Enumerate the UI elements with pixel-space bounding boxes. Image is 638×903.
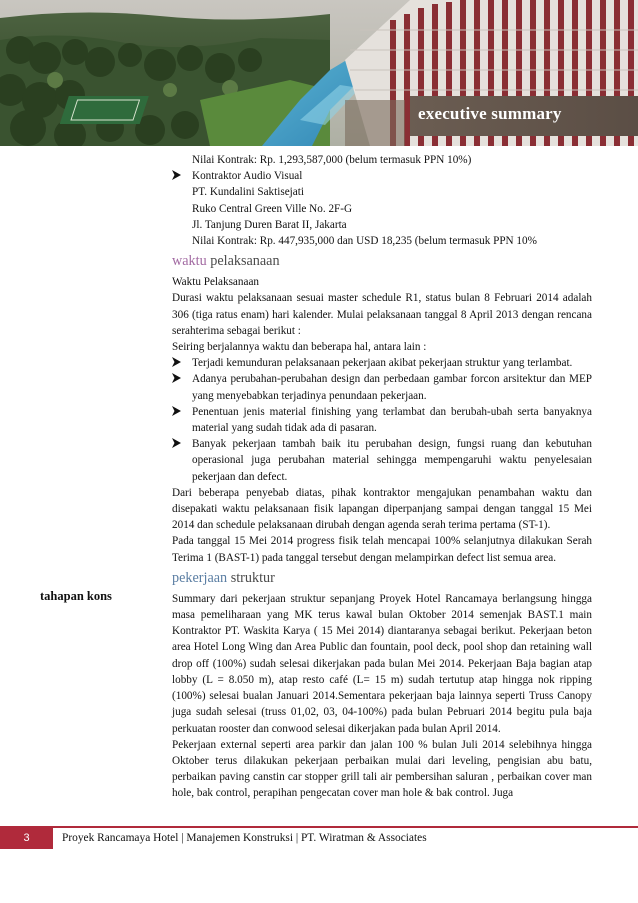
address-line-1: Ruko Central Green Ville No. 2F-G	[192, 202, 353, 215]
waktu-bullet	[172, 404, 592, 436]
waktu-paragraph-1: Durasi waktu pelaksanaan sesuai master schedule R1, status bulan 8 Februari 2014 adalah 306 (tiga ratus enam) hari kalender. Mulai pelaksanaan tanggal 8 April 2013 dengan rencana serahterima sebagai berikut :	[172, 292, 592, 337]
main-content	[172, 152, 592, 802]
footer-text: Proyek Rancamaya Hotel | Manajemen Konstruksi | PT. Wiratman & Associates	[62, 832, 427, 844]
waktu-paragraph-4: Pada tanggal 15 Mei 2014 progress fisik telah mencapai 100% selanjutnya dilakukan Serah Terima 1 (BAST-1) pada tanggal tersebut dengan melampirkan defect list semua area.	[172, 535, 592, 564]
arrow-bullet-icon	[172, 168, 186, 184]
bullet-audio-visual	[172, 168, 592, 184]
nilai-kontrak-1: Nilai Kontrak: Rp. 1,293,587,000 (belum termasuk PPN 10%)	[192, 154, 472, 166]
bullet-text: Penentuan jenis material finishing yang terlambat dan berubah-ubah serta banyaknya material yang sudah tidak ada di pasaran.	[192, 405, 592, 435]
waktu-paragraph-3: Dari beberapa penyebab diatas, pihak kontraktor mengajukan penambahan waktu dan disepakati waktu pelaksanaan fisik lapangan diperpanjang sampai dengan tanggal 15 Mei 2014 dan schedule pelaksanaan dirubah dengan agenda serah terima pertama (ST-1).	[172, 486, 592, 532]
header-title: executive summary	[418, 104, 562, 123]
waktu-bullet	[172, 355, 592, 371]
hotel-aerial-image	[0, 0, 638, 146]
bullet-text: Adanya perubahan-perubahan design dan perbedaan gambar forcon arsitektur dan MEP yang menyebabkan terjadinya penundaan pekerjaan.	[192, 373, 592, 402]
heading-accent-word: pekerjaan	[172, 569, 228, 586]
sidebar-label: tahapan kons	[40, 589, 112, 603]
struktur-paragraph-1: Summary dari pekerjaan struktur sepanjang Proyek Hotel Rancamaya berlangsung hingga masa pemeliharaan yang MK terus kawal bulan Oktober 2014 semenjak BAST.1 main Kontraktor PT. Waskita Karya ( 15 Mei 2014) diantaranya sebagai berikut. Pekerjaan beton area Hotel Long Wing dan Area Public dan fountain, pool deck, pool shop dan retaining wall drop off (100%) sudah selesai dikerjakan pada bulan Mei 2014. Pekerjaan Baja bagian atap lobby (L = 8.050 m), atap resto café (L= 15 m) sudah tertutup atap hingga nok ripping (100%) selesai bualan Januari 2014.Sementara pekerjaan baja lainnya seperti Truss Canopy juga sudah selesai (truss 01,02, 03, 04-100%) pada bulan Pebruari 2014 begitu pula baja perkuatan rooster dan conwood selesai dikerjakan pada bulan April 2014.	[172, 592, 592, 735]
heading-rest: pelaksanaan	[206, 253, 280, 270]
arrow-bullet-icon	[172, 355, 186, 371]
arrow-bullet-icon	[172, 404, 186, 420]
company-name: PT. Kundalini Saktisejati	[192, 186, 304, 199]
waktu-paragraph-2: Seiring berjalannya waktu dan beberapa hal, antara lain :	[172, 341, 427, 354]
section-heading-struktur	[172, 568, 592, 589]
waktu-subtitle: Waktu Pelaksanaan	[172, 276, 260, 289]
waktu-bullet	[172, 371, 592, 403]
page-number: 3	[0, 828, 53, 849]
arrow-bullet-icon	[172, 436, 186, 452]
bullet-text: Banyak pekerjaan tambah baik itu perubahan design, fungsi ruang dan kebutuhan operasional juga perubahan material sehingga mempengaruhi waktu penyelesaian pekerjaan dan defect.	[192, 438, 592, 483]
footer-rule	[0, 826, 638, 828]
bullet-text: Terjadi kemunduran pelaksanaan pekerjaan akibat pekerjaan struktur yang terlambat.	[192, 357, 573, 370]
section-heading-waktu	[172, 251, 592, 272]
waktu-bullet	[172, 436, 592, 485]
heading-accent-word: waktu	[172, 253, 207, 270]
audio-visual-title: Kontraktor Audio Visual	[192, 170, 303, 183]
struktur-paragraph-2: Pekerjaan external seperti area parkir dan jalan 100 % bulan Juli 2014 selebihnya hingga Oktober terus dilakukan pekerjaan perbaikan mulai dari leveling, pengisian abu batu, perbaikan paving canstin car stopper grill tali air pembersihan saluran , perbaikan cover man hole, bak control, perapihan pengecatan cover man hole & bak control. Juga	[172, 738, 592, 800]
address-line-2: Jl. Tanjung Duren Barat II, Jakarta	[192, 218, 347, 231]
arrow-bullet-icon	[172, 371, 186, 387]
nilai-kontrak-2: Nilai Kontrak: Rp. 447,935,000 dan USD 18,235 (belum termasuk PPN 10%	[192, 235, 537, 248]
heading-rest: struktur	[227, 569, 275, 586]
header-photo	[0, 0, 638, 146]
